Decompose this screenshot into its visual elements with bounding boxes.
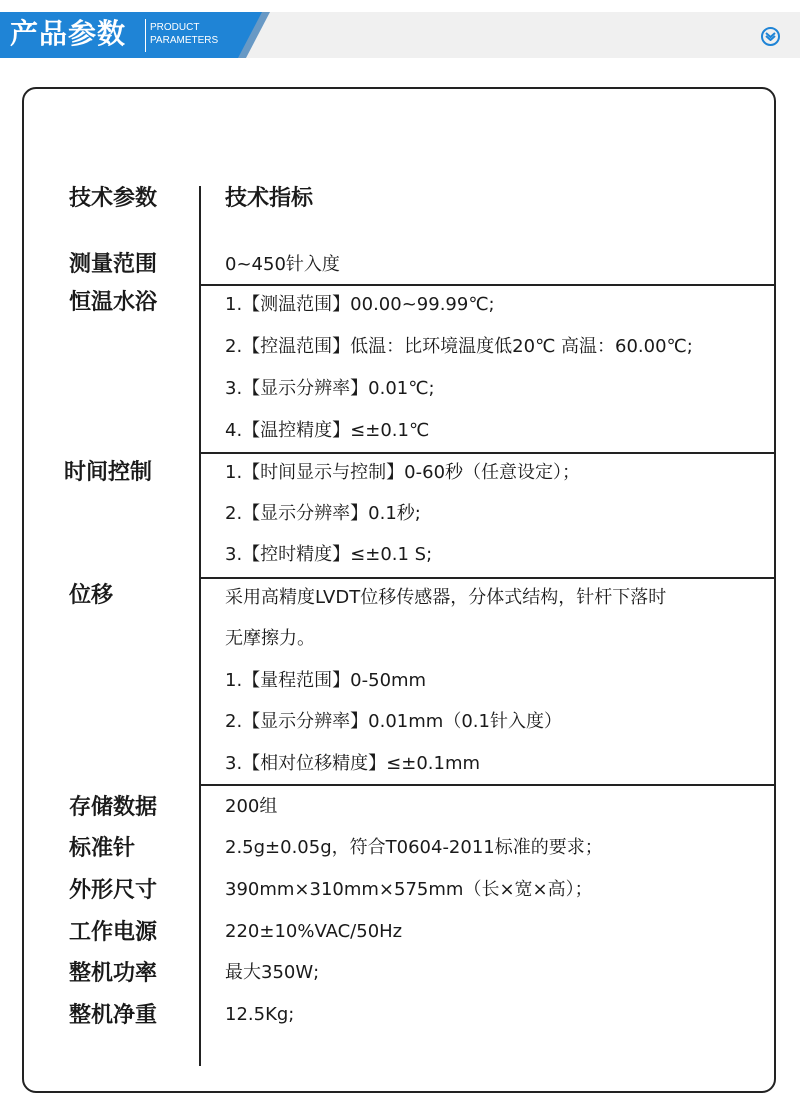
label-displacement: 位移 xyxy=(69,583,114,608)
label-weight: 整机净重 xyxy=(69,1003,158,1028)
displacement-line: 3.【相对位移精度】≤±0.1mm xyxy=(225,753,481,774)
water-bath-line: 2.【控温范围】低温：比环境温度低20℃ 高温：60.00℃; xyxy=(225,336,693,357)
page-title: 产品参数 xyxy=(10,17,127,50)
row-divider xyxy=(200,452,776,454)
label-standard-needle: 标准针 xyxy=(69,836,136,861)
title-divider xyxy=(145,19,146,52)
time-control-line: 2.【显示分辨率】0.1秒; xyxy=(225,503,421,524)
subtitle-line-1: PRODUCT xyxy=(150,22,200,33)
label-power-supply: 工作电源 xyxy=(69,920,158,945)
water-bath-line: 1.【测温范围】00.00~99.99℃; xyxy=(225,294,495,315)
value-power: 最大350W; xyxy=(225,962,320,983)
chevron-down-icon[interactable] xyxy=(761,27,780,46)
value-storage: 200组 xyxy=(225,796,278,817)
label-power: 整机功率 xyxy=(69,961,158,986)
value-weight: 12.5Kg; xyxy=(225,1004,295,1025)
label-storage: 存储数据 xyxy=(69,795,158,820)
water-bath-line: 4.【温控精度】≤±0.1℃ xyxy=(225,420,430,441)
displacement-line: 2.【显示分辨率】0.01mm（0.1针入度） xyxy=(225,711,562,732)
column-header-spec: 技术指标 xyxy=(225,186,314,211)
row-divider xyxy=(200,577,776,579)
page-subtitle xyxy=(150,21,218,47)
displacement-line: 采用高精度LVDT位移传感器，分体式结构，针杆下落时 xyxy=(225,587,667,608)
row-divider xyxy=(200,784,776,786)
value-power-supply: 220±10%VAC/50Hz xyxy=(225,921,403,942)
label-water-bath: 恒温水浴 xyxy=(69,290,158,315)
time-control-line: 1.【时间显示与控制】0-60秒（任意设定）； xyxy=(225,462,581,483)
label-dimensions: 外形尺寸 xyxy=(69,878,158,903)
value-measure-range: 0~450针入度 xyxy=(225,254,340,275)
displacement-line: 无摩擦力。 xyxy=(225,628,315,649)
water-bath-line: 3.【显示分辨率】0.01℃; xyxy=(225,378,435,399)
column-header-param: 技术参数 xyxy=(69,186,158,211)
subtitle-line-2: PARAMETERS xyxy=(150,35,219,46)
time-control-line: 3.【控时精度】≤±0.1 S; xyxy=(225,544,433,565)
displacement-line: 1.【量程范围】0-50mm xyxy=(225,670,427,691)
value-dimensions: 390mm×310mm×575mm（长×宽×高）； xyxy=(225,879,593,900)
row-divider xyxy=(200,284,776,286)
label-measure-range: 测量范围 xyxy=(69,252,158,277)
value-standard-needle: 2.5g±0.05g，符合T0604-2011标准的要求； xyxy=(225,837,603,858)
column-divider xyxy=(199,186,201,1066)
label-time-control: 时间控制 xyxy=(64,460,153,485)
